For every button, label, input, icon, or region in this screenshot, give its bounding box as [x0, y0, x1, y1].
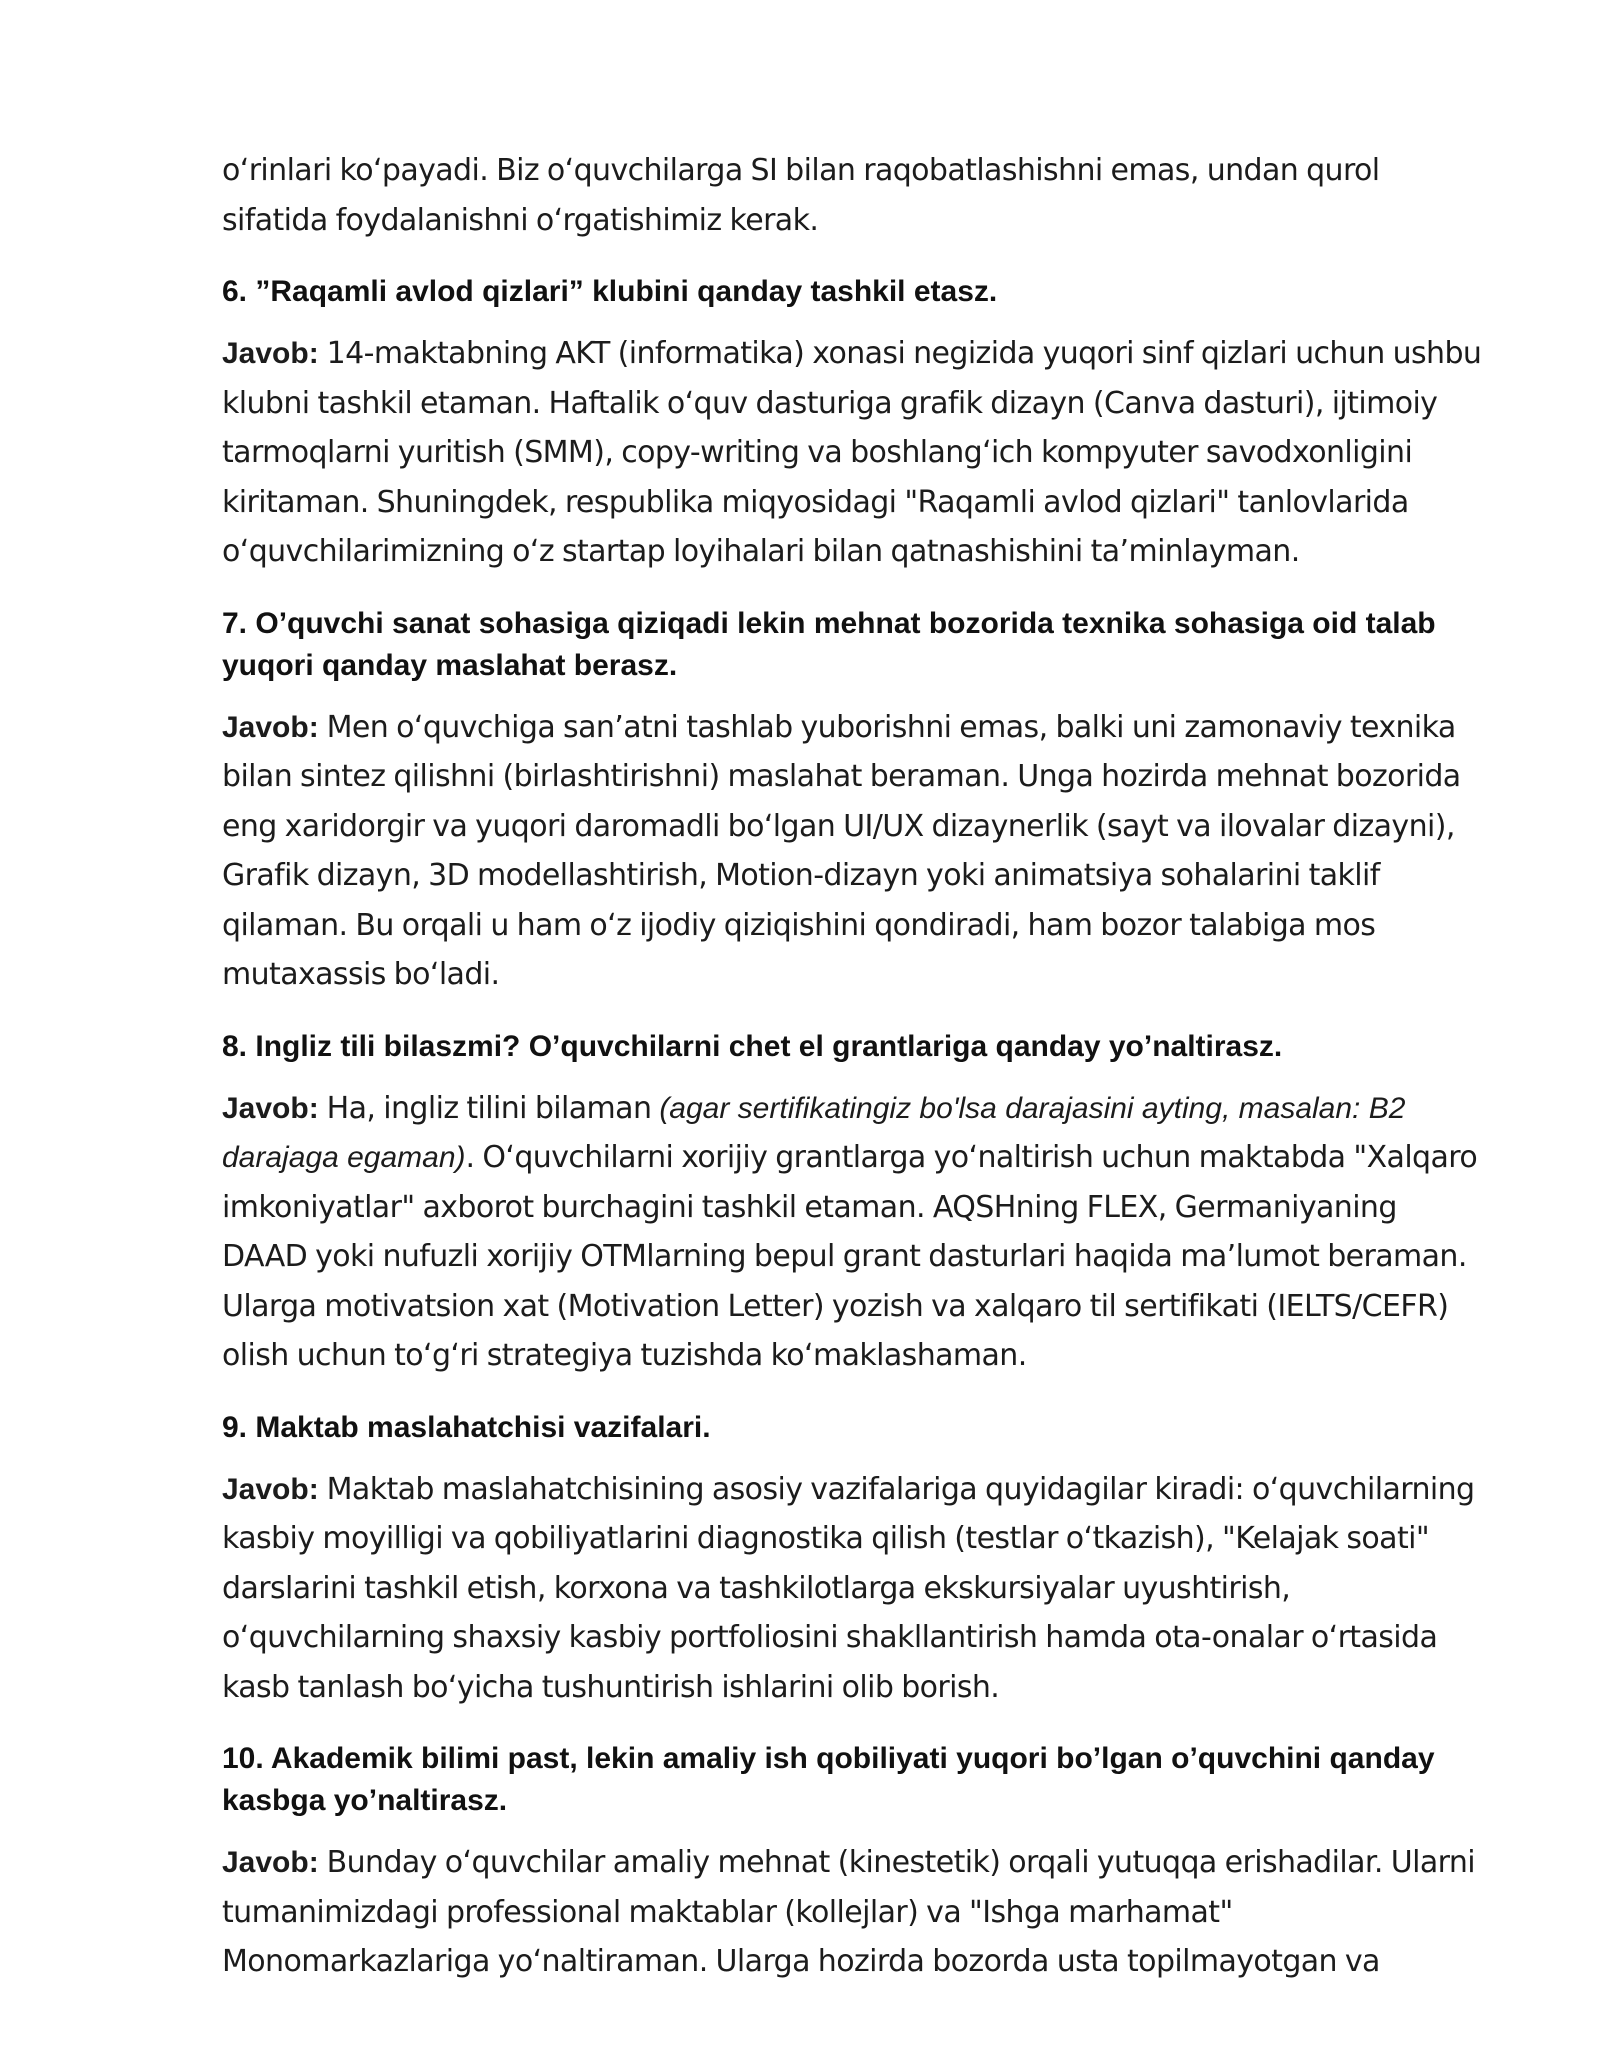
answer-label: Javob: [222, 337, 319, 370]
answer-8 [222, 1084, 1482, 1381]
answer-label: Javob: [222, 1091, 319, 1125]
question-7: 7. O’quvchi sanat sohasiga qiziqadi lekin mehnat bozorida texnika sohasiga oid talab yuqori qanday maslahat berasz. [222, 606, 1436, 682]
answer-10-text: Bunday o‘quvchilar amaliy mehnat (kinestetik) orqali yutuqqa erishadilar. Ularni tumanimizdagi professional maktablar (kollejlar) va "Ishga marhamat" Monomarkazlariga yo‘naltiraman. Ularga hozirda bozorda usta topilmayotgan va [222, 1845, 1475, 1979]
question-8: 8. Ingliz tili bilaszmi? O’quvchilarni chet el grantlariga qanday yo’naltirasz. [222, 1029, 1283, 1063]
answer-label: Javob: [222, 710, 319, 744]
intro-paragraph: o‘rinlari ko‘payadi. Biz o‘quvchilarga SI bilan raqobatlashishni emas, undan qurol sifatida foydalanishni o‘rgatishimiz kerak. [222, 153, 1380, 238]
answer-7 [222, 703, 1482, 1000]
answer-8-text-end: . O‘quvchilarni xorijiy grantlarga yo‘naltirish uchun maktabda "Xalqaro imkoniyatlar" axborot burchagini tashkil etaman. AQSHning FLEX, Germaniyaning DAAD yoki nufuzli xorijiy OTMlarning bepul grant dasturlari haqida ma’lumot beraman. Ularga motivatsion xat (Motivation Letter) yozish va xalqaro til sertifikati (IELTS/CEFR) olish uchun to‘g‘ri strategiya tuzishda ko‘maklashaman. [222, 1140, 1478, 1373]
question-9: 9. Maktab maslahatchisi vazifalari. [222, 1410, 711, 1444]
answer-9 [222, 1465, 1482, 1713]
answer-label: Javob: [222, 1846, 319, 1879]
answer-10 [222, 1838, 1482, 1987]
question-10: 10. Akademik bilimi past, lekin amaliy ish qobiliyati yuqori bo’lgan o’quvchini qanday kasbga yo’naltirasz. [222, 1742, 1435, 1817]
answer-8-italic-note: (agar sertifikatingiz bo'lsa darajasini ayting, masalan: B2 darajaga egaman) [222, 1091, 1406, 1174]
answer-9-text: Maktab maslahatchisining asosiy vazifalariga quyidagilar kiradi: o‘quvchilarning kasbiy moyilligi va qobiliyatlarini diagnostika qilish (testlar o‘tkazish), "Kelajak soati" darslarini tashkil etish, korxona va tashkilotlarga ekskursiyalar uyushtirish, o‘quvchilarning shaxsiy kasbiy portfoliosini shakllantirish hamda ota-onalar o‘rtasida kasb tanlash bo‘yicha tushuntirish ishlarini olib borish. [222, 1471, 1475, 1705]
answer-6-text: 14-maktabning AKT (informatika) xonasi negizida yuqori sinf qizlari uchun ushbu klubni tashkil etaman. Haftalik o‘quv dasturiga grafik dizayn (Canva dasturi), ijtimoiy tarmoqlarni yuritish (SMM), copy-writing va boshlang‘ich kompyuter savodxonligini kiritaman. Shuningdek, respublika miqyosidagi "Raqamli avlod qizlari" tanlovlarida o‘quvchilarimizning o‘z startap loyihalari bilan qatnashishini ta’minlayman. [222, 336, 1482, 569]
answer-6 [222, 329, 1482, 577]
answer-label: Javob: [222, 1472, 319, 1506]
answer-8-text-start: Ha, ingliz tilini bilaman [318, 1090, 660, 1126]
document-page [222, 146, 1482, 1987]
answer-7-text: Men o‘quvchiga san’atni tashlab yuborishni emas, balki uni zamonaviy texnika bilan sintez qilishni (birlashtirishni) maslahat beraman. Unga hozirda mehnat bozorida eng xaridorgir va yuqori daromadli bo‘lgan UI/UX dizaynerlik (sayt va ilovalar dizayni), Grafik dizayn, 3D modellashtirish, Motion-dizayn yoki animatsiya sohalarini taklif qilaman. Bu orqali u ham o‘z ijodiy qiziqishini qondiradi, ham bozor talabiga mos mutaxassis bo‘ladi. [222, 709, 1461, 992]
question-6: 6. ”Raqamli avlod qizlari” klubini qanday tashkil etasz. [222, 275, 998, 308]
